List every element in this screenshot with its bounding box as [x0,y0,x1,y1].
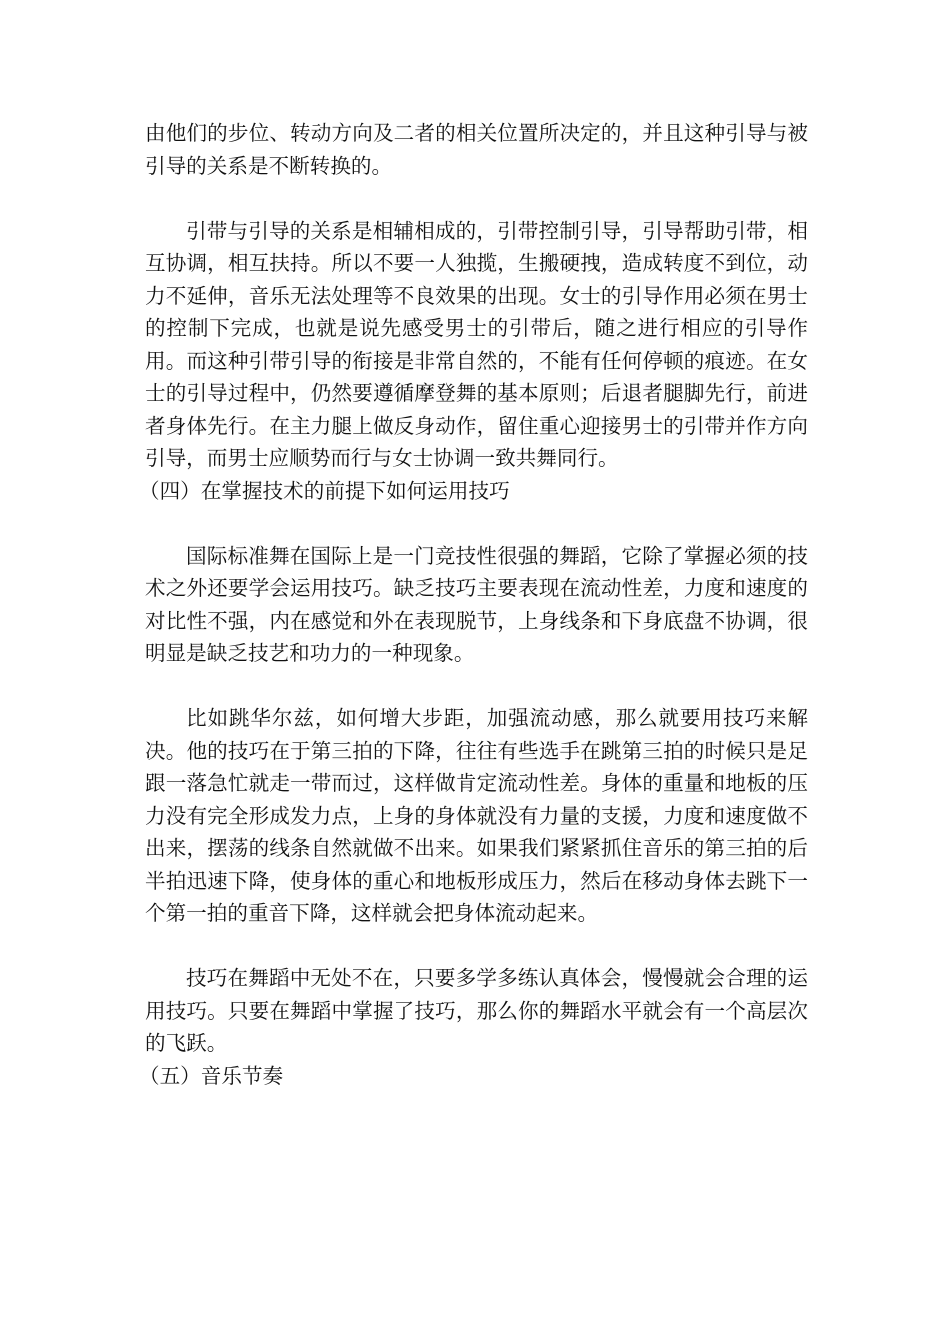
section-heading-5: （五）音乐节奏 [139,1063,284,1088]
paragraph-continuation: 由他们的步位、转动方向及二者的相关位置所决定的，并且这种引导与被引导的关系是不断转换的。 [145,121,808,178]
document-page [139,117,808,1092]
paragraph-technique-summary: 技巧在舞蹈中无处不在，只要多学多练认真体会，慢慢就会合理的运用技巧。只要在舞蹈中掌握了技巧，那么你的舞蹈水平就会有一个高层次的飞跃。 [145,966,808,1055]
paragraph-technique-intro: 国际标准舞在国际上是一门竞技性很强的舞蹈，它除了掌握必须的技术之外还要学会运用技巧。缺乏技巧主要表现在流动性差，力度和速度的对比性不强，内在感觉和外在表现脱节，上身线条和下身底盘不协调，很明显是缺乏技艺和功力的一种现象。 [145,543,808,665]
paragraph-lead-follow: 引带与引导的关系是相辅相成的，引带控制引导，引导帮助引带，相互协调，相互扶持。所以不要一人独揽，生搬硬拽，造成转度不到位，动力不延伸，音乐无法处理等不良效果的出现。女士的引导作用必须在男士的控制下完成，也就是说先感受男士的引带后，随之进行相应的引导作用。而这种引带引导的衔接是非常自然的，不能有任何停顿的痕迹。在女士的引导过程中，仍然要遵循摩登舞的基本原则；后退者腿脚先行，前进者身体先行。在主力腿上做反身动作，留住重心迎接男士的引带并作方向引导，而男士应顺势而行与女士协调一致共舞同行。 [145,218,808,470]
paragraph-waltz-example: 比如跳华尔兹，如何增大步距，加强流动感，那么就要用技巧来解决。他的技巧在于第三拍的下降，往往有些选手在跳第三拍的时候只是足跟一落急忙就走一带而过，这样做肯定流动性差。身体的重量和地板的压力没有完全形成发力点，上身的身体就没有力量的支援，力度和速度做不出来，摆荡的线条自然就做不出来。如果我们紧紧抓住音乐的第三拍的后半拍迅速下降，使身体的重心和地板形成压力，然后在移动身体去跳下一个第一拍的重音下降，这样就会把身体流动起来。 [145,706,808,925]
section-heading-4: （四）在掌握技术的前提下如何运用技巧 [139,478,510,503]
